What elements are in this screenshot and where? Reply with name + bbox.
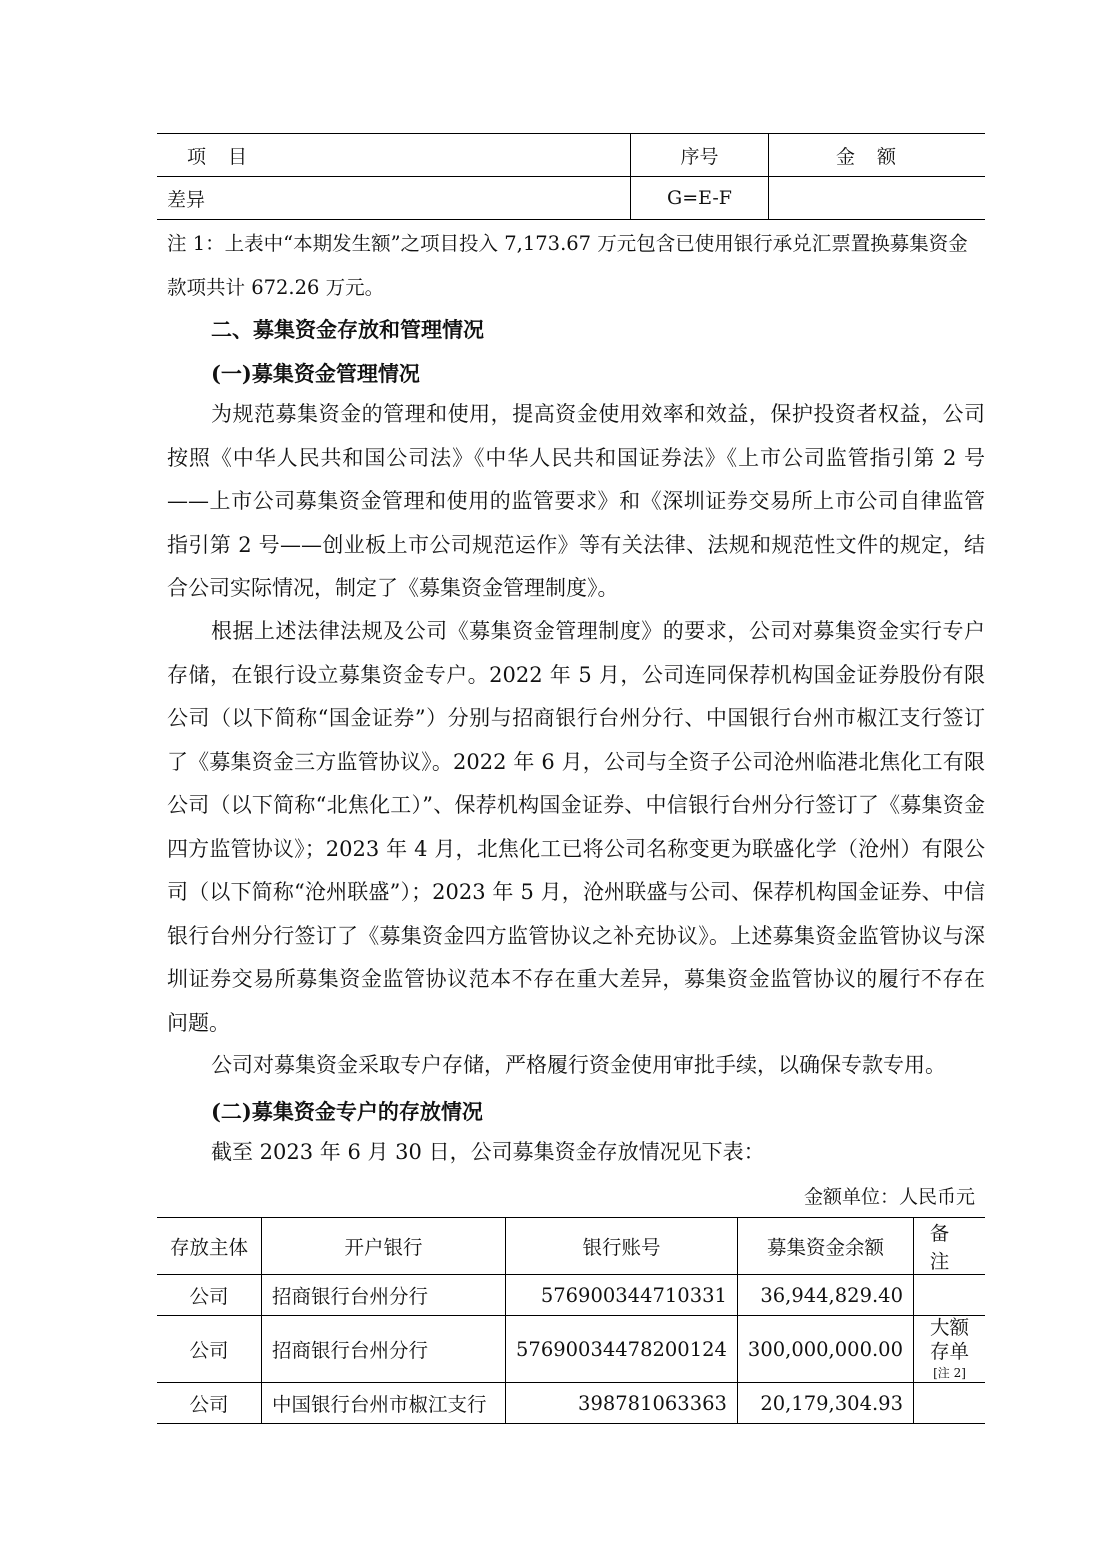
header-amount: 金额 xyxy=(769,134,986,177)
amount-unit-label: 金额单位：人民币元 xyxy=(803,1186,975,1208)
cell-bank: 招商银行台州分行 xyxy=(262,1316,506,1383)
header-balance: 募集资金余额 xyxy=(737,1218,913,1275)
cell-account: 57690034478200124 xyxy=(506,1316,738,1383)
subsection-heading-1: (一)募集资金管理情况 xyxy=(211,361,420,386)
table-row xyxy=(157,1275,985,1316)
cell-balance: 20,179,304.93 xyxy=(737,1383,913,1424)
cell-balance: 36,944,829.40 xyxy=(737,1275,913,1316)
cell-account: 576900344710331 xyxy=(506,1275,738,1316)
summary-table xyxy=(157,133,985,220)
cell-entity: 公司 xyxy=(157,1316,262,1383)
subsection-heading-2: (二)募集资金专户的存放情况 xyxy=(211,1099,483,1124)
remark-text: 大额存单 xyxy=(929,1316,969,1363)
paragraph-3: 公司对募集资金采取专户存储，严格履行资金使用审批手续，以确保专款专用。 xyxy=(211,1053,946,1077)
bank-account-table xyxy=(157,1217,985,1424)
header-remark: 备注 xyxy=(914,1218,986,1275)
header-item: 项目 xyxy=(157,134,631,177)
cell-account: 398781063363 xyxy=(506,1383,738,1424)
cell-bank: 招商银行台州分行 xyxy=(262,1275,506,1316)
cell-bank: 中国银行台州市椒江支行 xyxy=(262,1383,506,1424)
cell-entity: 公司 xyxy=(157,1275,262,1316)
remark-footnote: [注 2] xyxy=(933,1366,966,1380)
row-seq: G=E-F xyxy=(631,177,769,220)
row-amount xyxy=(769,177,986,220)
table-row xyxy=(157,177,985,220)
cell-entity: 公司 xyxy=(157,1383,262,1424)
row-item: 差异 xyxy=(157,177,631,220)
cell-remark xyxy=(914,1316,986,1383)
paragraph-4: 截至 2023 年 6 月 30 日，公司募集资金存放情况见下表： xyxy=(211,1140,765,1164)
paragraph-1: 为规范募集资金的管理和使用，提高资金使用效率和效益，保护投资者权益，公司按照《中华人民共和国公司法》《中华人民共和国证券法》《上市公司监管指引第 2 号——上市公司募集资金管理和使用的监管要求》和《深圳证券交易所上市公司自律监管指引第 2 号——创业板上市公司规范运作》等有关法律、法规和规范性文件的规定，结合公司实际情况，制定了《募集资金管理制度》。 xyxy=(167,402,985,600)
cell-balance: 300,000,000.00 xyxy=(737,1316,913,1383)
table-row xyxy=(157,1316,985,1383)
section-heading: 二、募集资金存放和管理情况 xyxy=(211,317,484,342)
table-row xyxy=(157,1383,985,1424)
note-1: 注 1：上表中“本期发生额”之项目投入 7,173.67 万元包含已使用银行承兑汇票置换募集资金款项共计 672.26 万元。 xyxy=(167,232,968,299)
cell-remark xyxy=(914,1275,986,1316)
summary-table-header xyxy=(157,134,985,177)
header-account: 银行账号 xyxy=(506,1218,738,1275)
header-entity: 存放主体 xyxy=(157,1218,262,1275)
cell-remark xyxy=(914,1383,986,1424)
bank-table-header xyxy=(157,1218,985,1275)
header-seq: 序号 xyxy=(631,134,769,177)
header-bank: 开户银行 xyxy=(262,1218,506,1275)
paragraph-2: 根据上述法律法规及公司《募集资金管理制度》的要求，公司对募集资金实行专户存储，在银行设立募集资金专户。2022 年 5 月，公司连同保荐机构国金证券股份有限公司（以下简称“国金证券”）分别与招商银行台州分行、中国银行台州市椒江支行签订了《募集资金三方监管协议》。2022 年 6 月，公司与全资子公司沧州临港北焦化工有限公司（以下简称“北焦化工）”、保荐机构国金证券、中信银行台州分行签订了《募集资金四方监管协议》；2023 年 4 月，北焦化工已将公司名称变更为联盛化学（沧州）有限公司（以下简称“沧州联盛”）；2023 年 5 月，沧州联盛与公司、保荐机构国金证券、中信银行台州分行签订了《募集资金四方监管协议之补充协议》。上述募集资金监管协议与深圳证券交易所募集资金监管协议范本不存在重大差异，募集资金监管协议的履行不存在问题。 xyxy=(167,619,985,1035)
